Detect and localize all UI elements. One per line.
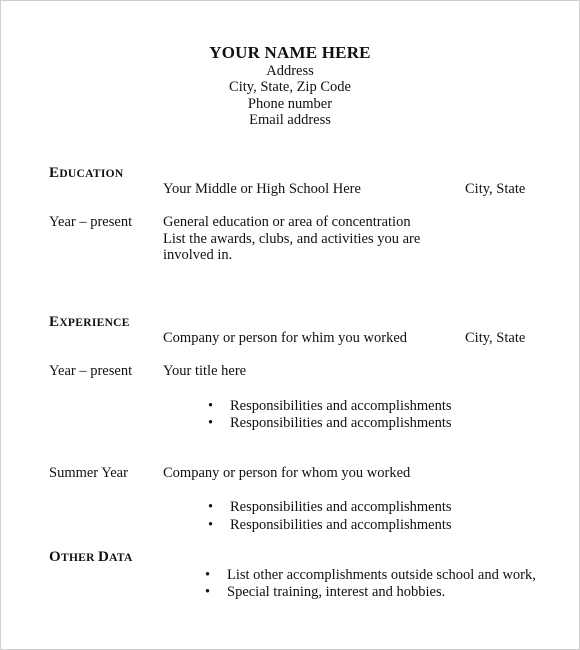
bullet-icon: •: [208, 398, 214, 414]
list-item: • Responsibilities and accomplishments: [208, 499, 452, 515]
list-item: • Responsibilities and accomplishments: [208, 415, 452, 431]
job1-company: Company or person for whim you worked: [163, 330, 408, 346]
job2-dates: Summer Year: [49, 465, 128, 481]
list-item: • Responsibilities and accomplishments: [208, 398, 452, 414]
bullet-icon: •: [208, 517, 214, 533]
job1-location: City, State: [465, 330, 526, 346]
education-dates: Year – present: [49, 214, 133, 230]
job2-company: Company or person for whom you worked: [163, 465, 411, 481]
education-line-2: List the awards, clubs, and activities you are: [163, 231, 421, 247]
resume-name: YOUR NAME HERE: [209, 43, 371, 62]
other-data-heading: OTHER DATA: [49, 549, 133, 565]
list-item: • Responsibilities and accomplishments: [208, 517, 452, 533]
phone-line: Phone number: [247, 96, 333, 112]
job1-dates: Year – present: [49, 363, 133, 379]
list-item: • List other accomplishments outside school and work,: [205, 567, 536, 583]
address-line: Address: [266, 63, 314, 79]
education-school: Your Middle or High School Here: [163, 181, 361, 197]
bullet-icon: •: [208, 415, 214, 431]
experience-heading: EXPERIENCE: [49, 314, 130, 330]
bullet-icon: •: [205, 584, 211, 600]
list-item: • Special training, interest and hobbies.: [205, 584, 446, 600]
education-heading: EDUCATION: [49, 165, 124, 181]
bullet-icon: •: [205, 567, 211, 583]
education-line-1: General education or area of concentration: [163, 214, 411, 230]
job1-title: Your title here: [163, 363, 247, 379]
email-line: Email address: [249, 112, 331, 128]
bullet-icon: •: [208, 499, 214, 515]
city-state-zip-line: City, State, Zip Code: [229, 79, 351, 95]
education-location: City, State: [465, 181, 526, 197]
education-line-3: involved in.: [163, 247, 233, 263]
